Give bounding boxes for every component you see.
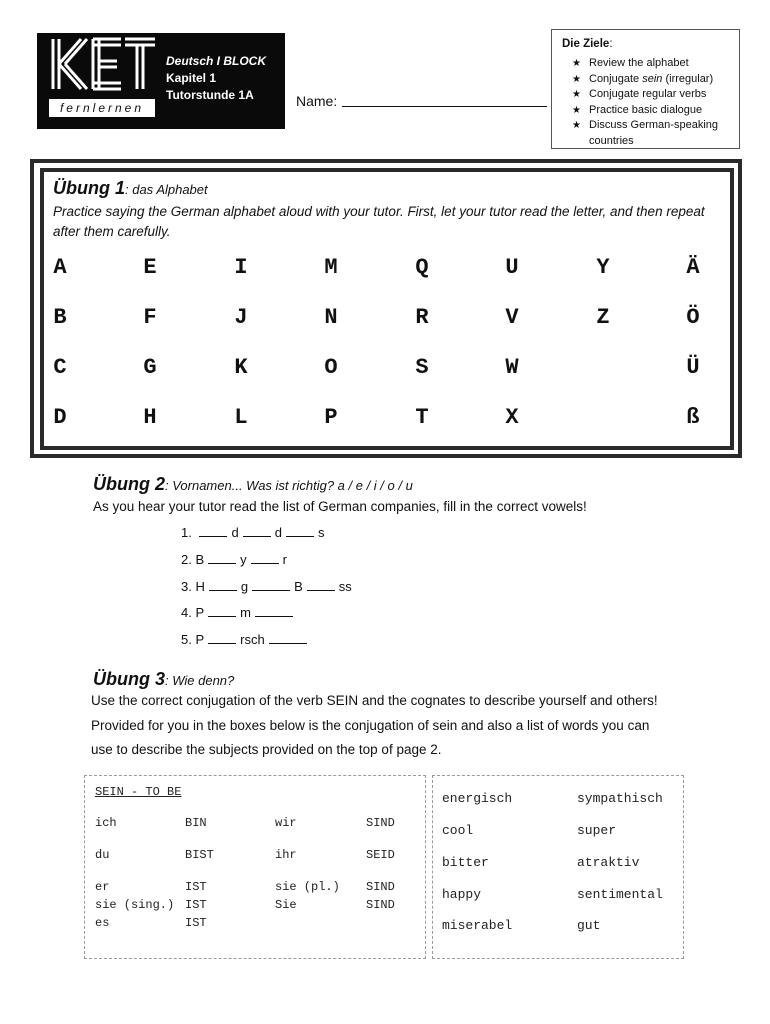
alphabet-letter: G	[143, 355, 157, 380]
alphabet-letter: B	[53, 305, 67, 330]
sein-cell: SEID	[366, 848, 395, 862]
exercise-1-instruction: Practice saying the German alphabet aloud with your tutor. First, let your tutor read the letter, and then repeat after them carefully.	[53, 204, 705, 239]
alphabet-letter: Ü	[686, 355, 700, 380]
vowel-blank[interactable]	[243, 525, 271, 537]
word-list-box	[432, 775, 684, 959]
star-icon: ★	[572, 120, 581, 131]
ket-logo-icon	[49, 37, 157, 91]
sein-cell: IST	[185, 916, 207, 930]
sein-cell: SIND	[366, 816, 395, 830]
sein-cell: du	[95, 848, 110, 862]
vowel-blank[interactable]	[286, 525, 314, 537]
chapter-title: Kapitel 1	[166, 71, 217, 85]
sein-heading: SEIN - TO BE	[95, 785, 182, 799]
alphabet-letter: K	[234, 355, 248, 380]
alphabet-letter: H	[143, 405, 157, 430]
goals-list	[572, 56, 738, 149]
exercise-3-instruction-1: Use the correct conjugation of the verb SEIN and the cognates to describe yourself and others!	[91, 693, 658, 708]
vowel-blank[interactable]	[199, 525, 227, 537]
vowel-blank[interactable]	[269, 632, 307, 644]
session-title: Tutorstunde 1A	[166, 88, 254, 102]
alphabet-letter: Ä	[686, 255, 700, 280]
alphabet-letter: A	[53, 255, 67, 280]
word-item: gut	[577, 918, 601, 933]
fill-in-item: 3. H g B ss	[181, 579, 352, 594]
goal-item: ★ Discuss German-speaking countries	[572, 119, 718, 147]
star-icon: ★	[572, 73, 581, 85]
exercise-1-title: Übung 1: das Alphabet	[53, 178, 208, 198]
sein-cell: er	[95, 880, 110, 894]
alphabet-letter: U	[505, 255, 519, 280]
alphabet-letter: Q	[415, 255, 429, 280]
sein-cell: sie (sing.)	[95, 898, 175, 912]
exercise-2-title: Übung 2: Vornamen... Was ist richtig? a / e / i / o / u	[93, 474, 413, 494]
alphabet-letter: O	[324, 355, 338, 380]
word-item: cool	[442, 823, 474, 838]
fill-in-item: 5. P rsch	[181, 632, 311, 647]
vowel-blank[interactable]	[208, 605, 236, 617]
sein-conjugation-box	[84, 775, 426, 959]
exercise-2-instruction: As you hear your tutor read the list of German companies, fill in the correct vowels!	[93, 499, 587, 514]
star-icon: ★	[572, 89, 581, 100]
alphabet-letter: S	[415, 355, 429, 380]
exercise-3-instruction-2: Provided for you in the boxes below is the conjugation of sein and also a list of words you can	[91, 718, 650, 733]
exercise-3-instruction-3: use to describe the subjects provided on the top of page 2.	[91, 742, 442, 757]
alphabet-letter: Ö	[686, 305, 700, 330]
fill-in-item: 1. d d s	[181, 525, 325, 540]
sein-cell: wir	[275, 816, 297, 830]
vowel-blank[interactable]	[209, 579, 237, 591]
sein-cell: ich	[95, 816, 117, 830]
alphabet-letter: ß	[686, 405, 700, 430]
sein-cell: sie (pl.)	[275, 880, 340, 894]
goal-item: ★ Review the alphabet	[572, 56, 738, 72]
sein-cell: Sie	[275, 898, 297, 912]
word-item: energisch	[442, 791, 513, 806]
alphabet-letter: L	[234, 405, 248, 430]
alphabet-letter: Z	[596, 305, 610, 330]
sein-cell: ihr	[275, 848, 297, 862]
alphabet-letter: R	[415, 305, 429, 330]
course-title: Deutsch I BLOCK	[166, 54, 267, 68]
alphabet-letter: T	[415, 405, 429, 430]
sein-cell: BIST	[185, 848, 214, 862]
goal-item: ★ Conjugate sein (irregular)	[572, 72, 738, 88]
vowel-blank[interactable]	[208, 632, 236, 644]
sein-cell: IST	[185, 898, 207, 912]
sein-cell: IST	[185, 880, 207, 894]
vowel-blank[interactable]	[251, 552, 279, 564]
vowel-blank[interactable]	[252, 579, 290, 591]
logo-subtitle: fernlernen	[49, 99, 155, 117]
alphabet-letter: D	[53, 405, 67, 430]
word-item: miserabel	[442, 918, 513, 933]
star-icon: ★	[572, 58, 581, 69]
sein-cell: BIN	[185, 816, 207, 830]
vowel-blank[interactable]	[208, 552, 236, 564]
name-field[interactable]	[342, 106, 547, 107]
word-item: super	[577, 823, 617, 838]
exercise-3-title: Übung 3: Wie denn?	[93, 669, 235, 689]
sein-cell: es	[95, 916, 110, 930]
alphabet-letter: Y	[596, 255, 610, 280]
alphabet-letter: N	[324, 305, 338, 330]
sein-cell: SIND	[366, 880, 395, 894]
alphabet-letter: J	[234, 305, 248, 330]
alphabet-letter: V	[505, 305, 519, 330]
goal-item: ★ Conjugate regular verbs	[572, 87, 738, 103]
star-icon: ★	[572, 104, 581, 116]
logo	[37, 33, 285, 129]
word-item: sentimental	[577, 887, 663, 902]
name-label: Name:	[296, 93, 338, 109]
fill-in-item: 2. B y r	[181, 552, 287, 567]
goal-item: ★ Practice basic dialogue	[572, 103, 738, 119]
vowel-blank[interactable]	[307, 579, 335, 591]
alphabet-letter: E	[143, 255, 157, 280]
alphabet-letter: I	[234, 255, 248, 280]
alphabet-letter: X	[505, 405, 519, 430]
alphabet-letter: M	[324, 255, 338, 280]
fill-in-item: 4. P m	[181, 605, 297, 620]
word-item: atraktiv	[577, 855, 640, 870]
word-item: bitter	[442, 855, 489, 870]
goals-title: Die Ziele:	[562, 38, 613, 50]
alphabet-letter: P	[324, 405, 338, 430]
goals-box	[551, 29, 740, 149]
word-item: happy	[442, 887, 482, 902]
alphabet-letter: W	[505, 355, 519, 380]
sein-cell: SIND	[366, 898, 395, 912]
vowel-blank[interactable]	[255, 605, 293, 617]
alphabet-letter: F	[143, 305, 157, 330]
alphabet-letter: C	[53, 355, 67, 380]
word-item: sympathisch	[577, 791, 663, 806]
